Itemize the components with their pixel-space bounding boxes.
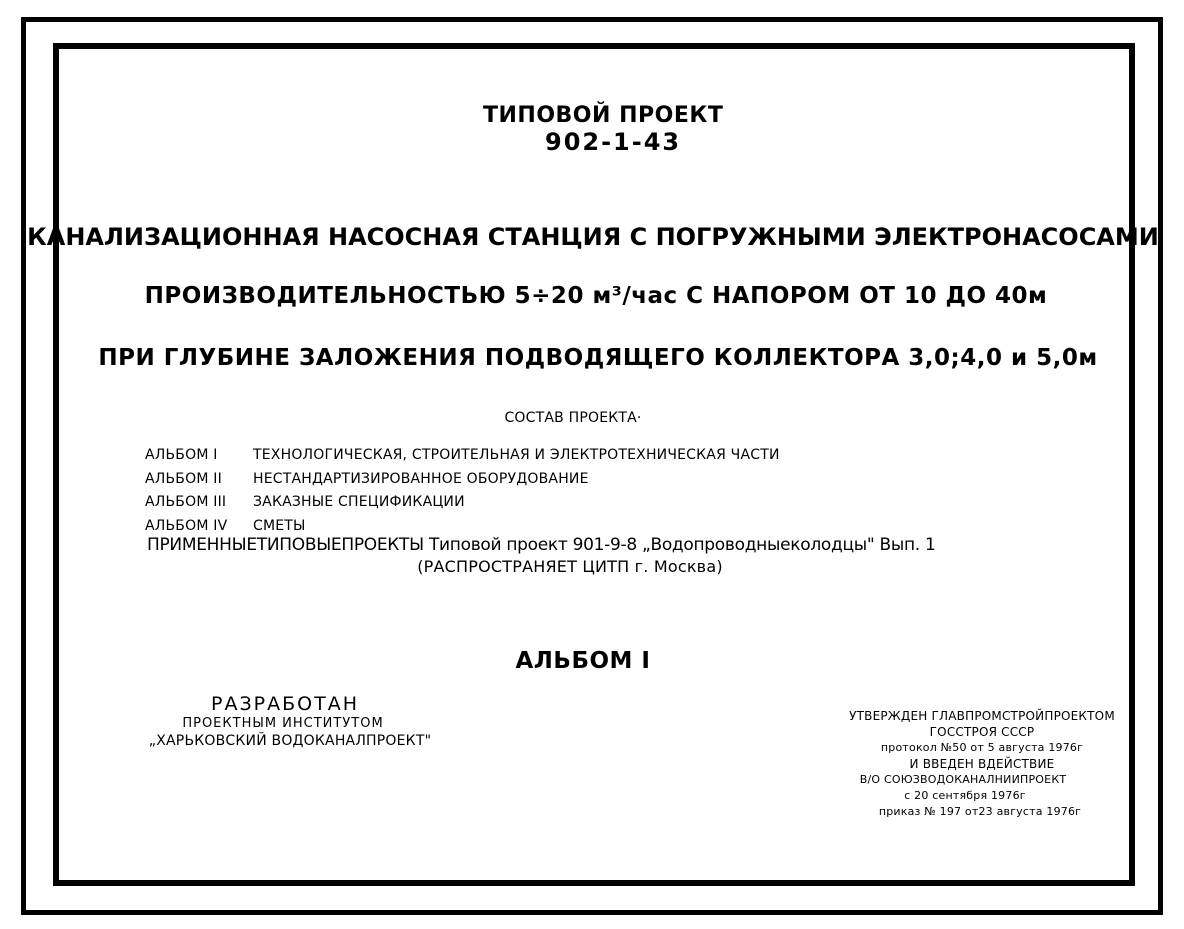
album-3-name: АЛЬБОМ III: [145, 494, 227, 510]
album-4-name: АЛЬБОМ IV: [145, 518, 228, 534]
approval-line-5: В/О СОЮЗВОДОКАНАЛНИИПРОЕКТ: [859, 773, 1067, 786]
approval-line-3: протокол №50 от 5 августа 1976г: [880, 741, 1084, 754]
distributor-note: (РАСПРОСТРАНЯЕТ ЦИТП г. Москва): [417, 557, 723, 576]
album-3-desc: ЗАКАЗНЫЕ СПЕЦИФИКАЦИИ: [253, 494, 465, 510]
album-heading: АЛЬБОМ I: [515, 648, 651, 674]
approval-line-7: приказ № 197 от23 августа 1976г: [878, 805, 1082, 818]
album-2-desc: НЕСТАНДАРТИЗИРОВАННОЕ ОБОРУДОВАНИЕ: [253, 471, 589, 487]
album-1-name: АЛЬБОМ I: [145, 447, 218, 463]
developed-institute-name: „ХАРЬКОВСКИЙ ВОДОКАНАЛПРОЕКТ": [148, 733, 432, 749]
album-2-name: АЛЬБОМ II: [145, 471, 222, 487]
approval-line-4: И ВВЕДЕН ВДЕЙСТВИЕ: [909, 757, 1055, 771]
composition-label: СОСТАВ ПРОЕКТА·: [504, 410, 642, 426]
album-4-desc: СМЕТЫ: [253, 518, 306, 534]
project-type: ТИПОВОЙ ПРОЕКТ: [483, 103, 724, 128]
project-number: 902-1-43: [545, 128, 682, 156]
title-line-1: КАНАЛИЗАЦИОННАЯ НАСОСНАЯ СТАНЦИЯ С ПОГРУЖНЫМИ ЭЛЕКТРОНАСОСАМИ: [27, 223, 1159, 251]
title-line-2: ПРОИЗВОДИТЕЛЬНОСТЬЮ 5÷20 м³/час С НАПОРОМ ОТ 10 ДО 40м: [144, 283, 1048, 309]
approval-line-2: ГОССТРОЯ СССР: [929, 725, 1035, 739]
approval-line-6: с 20 сентября 1976г: [904, 789, 1026, 802]
developed-institute-label: ПРОЕКТНЫМ ИНСТИТУТОМ: [182, 716, 384, 731]
developed-title: РАЗРАБОТАН: [211, 693, 359, 715]
applied-projects: ПРИМЕННЫЕТИПОВЫЕПРОЕКТЫ Типовой проект 901-9-8 „Водопроводныеколодцы" Вып. 1: [147, 535, 936, 555]
album-1-desc: ТЕХНОЛОГИЧЕСКАЯ, СТРОИТЕЛЬНАЯ И ЭЛЕКТРОТЕХНИЧЕСКАЯ ЧАСТИ: [253, 447, 780, 463]
title-line-3: ПРИ ГЛУБИНЕ ЗАЛОЖЕНИЯ ПОДВОДЯЩЕГО КОЛЛЕКТОРА 3,0;4,0 и 5,0м: [98, 345, 1098, 371]
approval-line-1: УТВЕРЖДЕН ГЛАВПРОМСТРОЙПРОЕКТОМ: [849, 709, 1115, 723]
